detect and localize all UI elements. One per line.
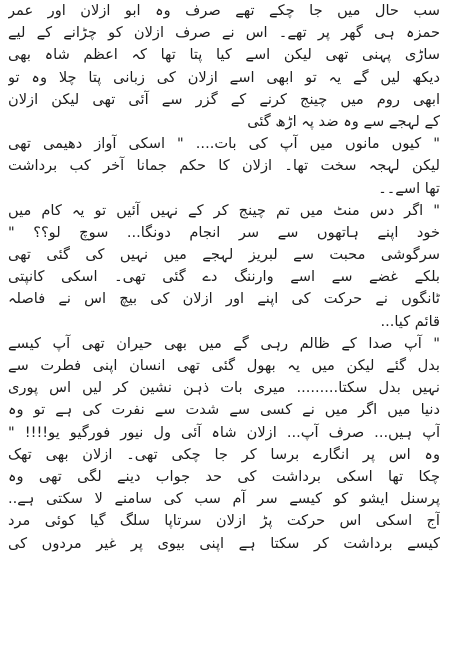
text-line: " اگر دس منٹ میں تم چینج کر کے نہیں آئیں تو یہ کام میں	[8, 201, 440, 219]
text-line: ابھی روم میں چینج کرنے کے گزر سے آئی تھی لیکن ازلان	[8, 90, 440, 108]
text-line: بدل گئے لیکن میں یہ بھول گئی تھی انسان اپنی فطرت سے	[8, 357, 440, 374]
text-line: خود اپنے ہاتھوں سے سر انجام دونگا... سوچ لو؟؟ "	[8, 223, 440, 241]
text-line: حمزہ ہی گھر پر تھے۔ اس نے صرف ازلان کو چڑانے کے لیے	[8, 24, 440, 42]
text-line: وہ اس پر انگارے برسا کر جا چکی تھی۔ ازلان بھی تھک	[8, 445, 440, 463]
text-line: آپ ہیں... صرف آپ... ازلان شاہ آئی ول نیور فورگیو یو!!!! "	[8, 423, 440, 441]
novel-text-block	[8, 0, 440, 555]
text-line: دنیا میں اگر میں نے کسی سے شدت سے نفرت کی ہے تو وہ	[8, 401, 440, 419]
text-line: " کیوں مانوں میں آپ کی بات.... " اسکی آواز دھیمی تھی	[8, 135, 440, 153]
text-line: دیکھ لیں گے یہ تو ابھی اسے ازلان کی زبانی پتا چلا وہ تو	[8, 68, 440, 86]
text-line: سرگوشی محبت سے لبریز لہجے میں نہیں کی گئی تھی	[8, 246, 440, 264]
text-line: آج اسکی اس حرکت پڑ ازلان سرتاپا سلگ گیا کوئی مرد	[8, 512, 440, 530]
text-line: " آپ صدا کے ظالم رہی گے میں بھی حیران تھی آپ کیسے	[8, 334, 440, 352]
text-line: قائم کیا...	[380, 312, 440, 330]
text-line: سب حال میں جا چکے تھے صرف وہ ابو ازلان اور عمر	[8, 2, 440, 19]
text-line: ٹانگوں نے حرکت کی اپنے اور ازلان کی بیچ اس نے فاصلہ	[8, 290, 440, 308]
text-line: چکا تھا اسکی برداشت کی حد جواب دینے لگی تھی وہ	[8, 467, 440, 485]
text-line: لیکن لہجہ سخت تھا۔ ازلان کا حکم جمانا آخر کب برداشت	[8, 157, 440, 175]
text-line: پرسنل ایشو کو کیسے سر آم سب کی سامنے لا سکتی ہے..	[8, 490, 440, 508]
text-line: کے لہجے سے وہ ضد پہ اڑھ گئی	[247, 112, 440, 130]
text-line: ساڑی پہنی تھی لیکن اسے کیا پتا تھا کہ اعظم شاہ بھی	[8, 46, 440, 64]
text-line: کیسے برداشت کر سکتا ہے اپنی بیوی پر غیر مردوں کی	[8, 534, 440, 552]
text-line: بلکے غضے سے اسے وارننگ دے گئی تھی۔ اسکی کانپتی	[8, 268, 440, 286]
text-line: نہیں بدل سکتا......... میری بات ذہن نشین کر لیں اس پوری	[8, 379, 440, 397]
text-line: تھا اسے۔۔	[378, 179, 440, 197]
